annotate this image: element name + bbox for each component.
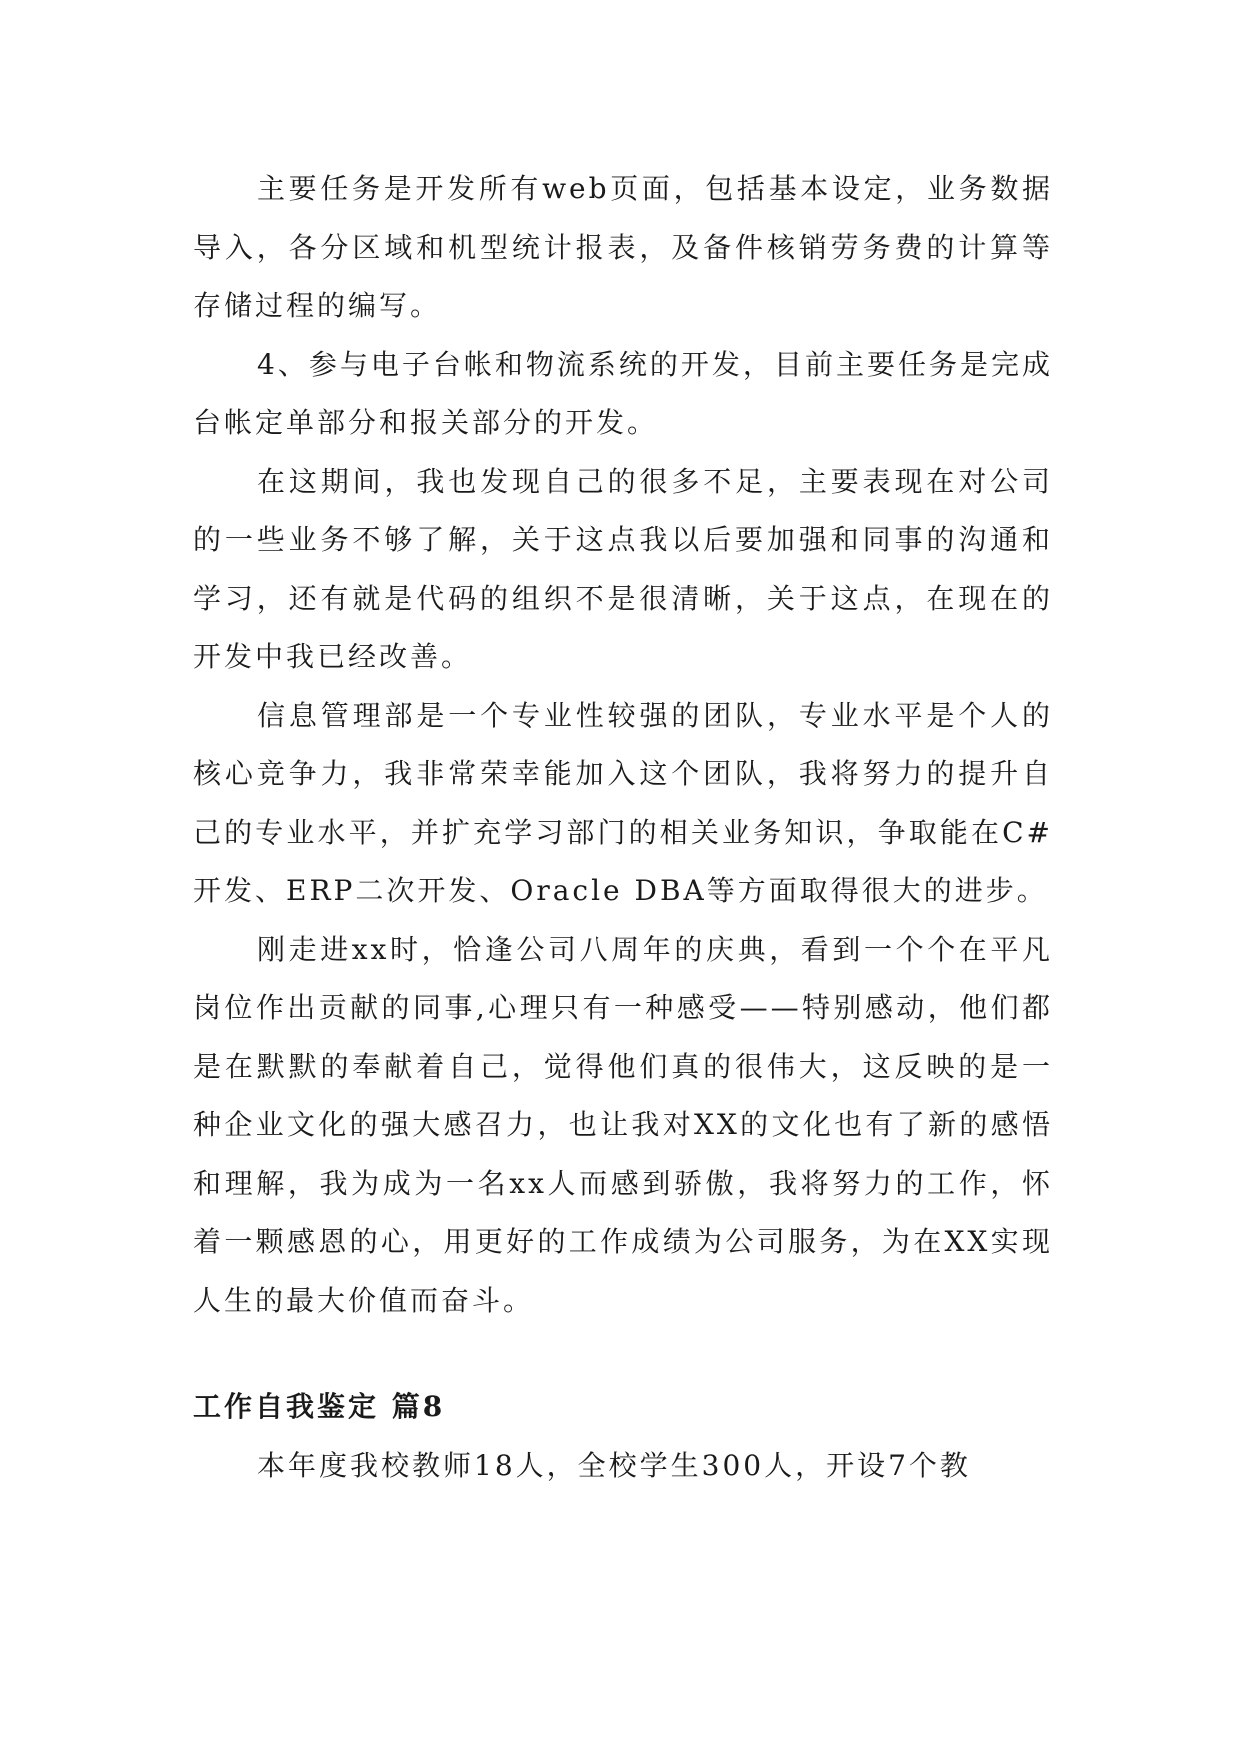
body-paragraph: 刚走进xx时，恰逢公司八周年的庆典，看到一个个在平凡岗位作出贡献的同事,心理只有一种感受——特别感动，他们都是在默默的奉献着自己，觉得他们真的很伟大，这反映的是一种企业文化的强大感召力，也让我对XX的文化也有了新的感悟和理解，我为成为一名xx人而感到骄傲，我将努力的工作，怀着一颗感恩的心，用更好的工作成绩为公司服务，为在XX实现人生的最大价值而奋斗。	[193, 932, 1053, 1317]
section-heading: 工作自我鉴定 篇8	[193, 1390, 446, 1423]
body-paragraph: 本年度我校教师18人，全校学生300人，开设7个教	[257, 1448, 971, 1482]
document-page	[193, 160, 1053, 1495]
body-paragraph: 4、参与电子台帐和物流系统的开发，目前主要任务是完成台帐定单部分和报关部分的开发。	[193, 347, 1053, 439]
body-paragraph: 信息管理部是一个专业性较强的团队，专业水平是个人的核心竞争力，我非常荣幸能加入这个团队，我将努力的提升自己的专业水平，并扩充学习部门的相关业务知识，争取能在C#开发、ERP二次开发、Oracle DBA等方面取得很大的进步。	[193, 698, 1053, 907]
body-paragraph: 在这期间，我也发现自己的很多不足，主要表现在对公司的一些业务不够了解，关于这点我以后要加强和同事的沟通和学习，还有就是代码的组织不是很清晰，关于这点，在现在的开发中我已经改善。	[193, 464, 1053, 673]
body-paragraph: 主要任务是开发所有web页面，包括基本设定，业务数据导入，各分区域和机型统计报表，及备件核销劳务费的计算等存储过程的编写。	[193, 172, 1053, 322]
